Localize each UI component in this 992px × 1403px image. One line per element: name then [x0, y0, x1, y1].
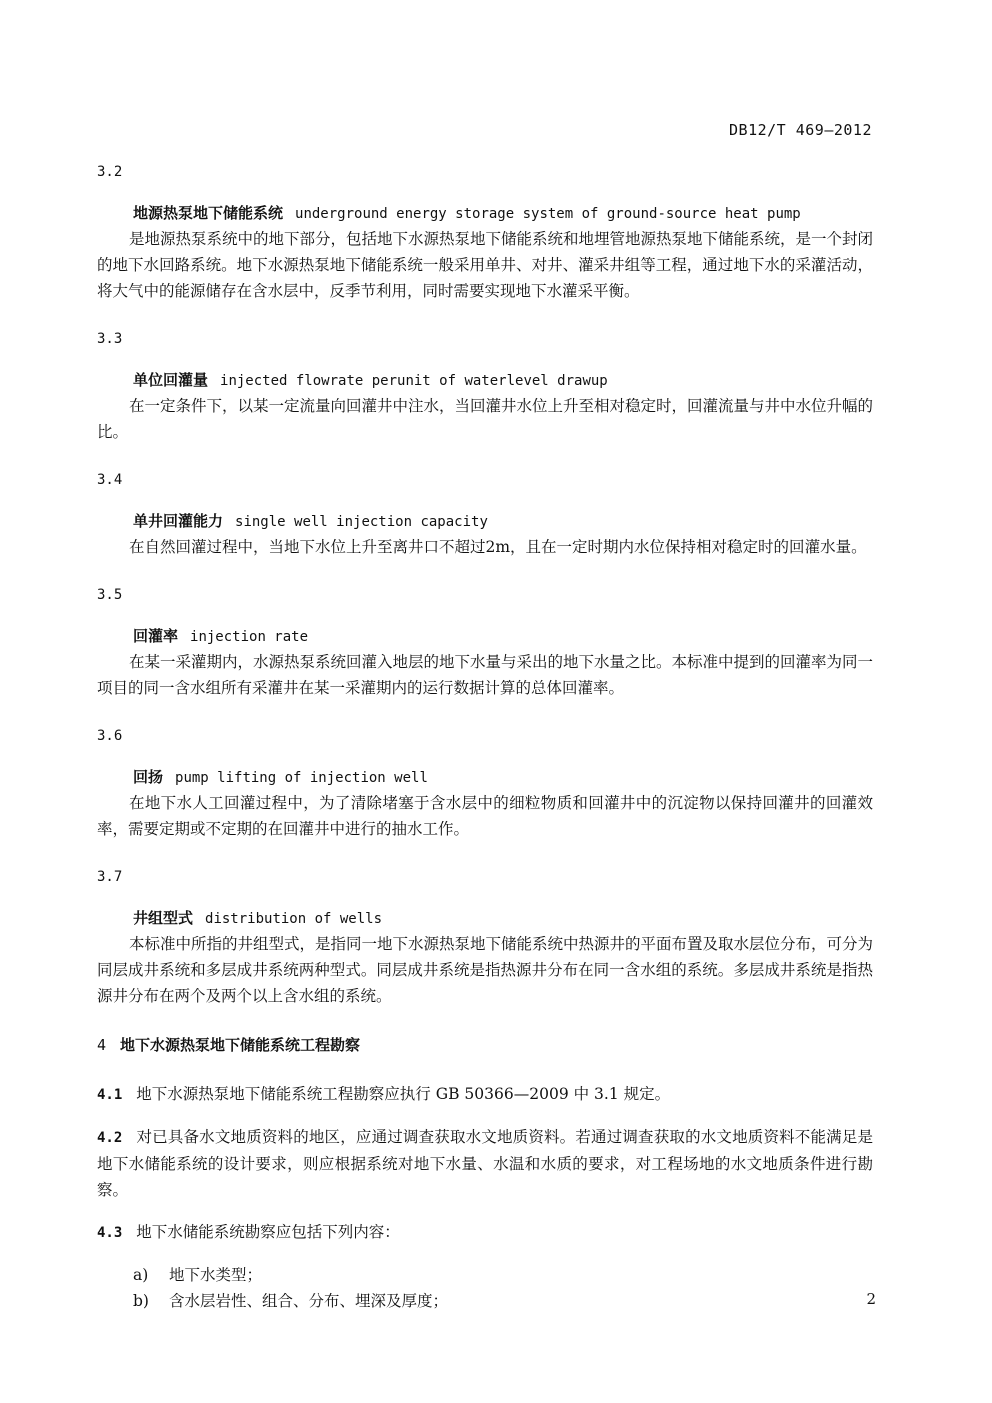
term-title — [97, 367, 873, 393]
term-zh: 井组型式 — [133, 909, 194, 927]
section-number: 3.2 — [97, 164, 123, 180]
chapter-heading — [97, 1032, 873, 1058]
page-content — [97, 160, 873, 1314]
document-code: DB12/T 469—2012 — [729, 121, 872, 139]
term-zh: 单井回灌能力 — [133, 512, 224, 530]
term-title — [97, 905, 873, 931]
section-number: 3.6 — [97, 728, 123, 744]
term-title — [97, 200, 873, 226]
term-zh: 回灌率 — [133, 627, 179, 645]
clause-4-3 — [97, 1219, 873, 1246]
definition-3-6 — [97, 724, 873, 842]
clause-number: 4.3 — [97, 1225, 123, 1241]
clause-text: 地下水源热泵地下储能系统工程勘察应执行 GB 50366—2009 中 3.1 规定。 — [136, 1085, 671, 1103]
clause-number: 4.1 — [97, 1087, 123, 1103]
term-definition: 在某一采灌期内，水源热泵系统回灌入地层的地下水量与采出的地下水量之比。本标准中提到的回灌率为同一项目的同一含水组所有采灌井在某一采灌期内的运行数据计算的总体回灌率。 — [97, 653, 874, 697]
term-definition: 本标准中所指的井组型式，是指同一地下水源热泵地下储能系统中热源井的平面布置及取水层位分布，可分为同层成井系统和多层成井系统两种型式。同层成井系统是指热源井分布在同一含水组的系统。多层成井系统是指热源井分布在两个及两个以上含水组的系统。 — [97, 935, 874, 1005]
term-zh: 回扬 — [133, 768, 164, 786]
clause-text: 地下水储能系统勘察应包括下列内容： — [136, 1223, 400, 1241]
list-item — [97, 1288, 873, 1314]
term-en: single well injection capacity — [235, 514, 488, 530]
chapter-number: 4 — [97, 1036, 107, 1054]
term-en: underground energy storage system of ground-source heat pump — [295, 206, 801, 222]
section-number: 3.3 — [97, 331, 123, 347]
term-definition: 在一定条件下，以某一定流量向回灌井中注水，当回灌井水位上升至相对稳定时，回灌流量与井中水位升幅的比。 — [97, 397, 874, 441]
term-title — [97, 508, 873, 534]
clause-text: 对已具备水文地质资料的地区，应通过调查获取水文地质资料。若通过调查获取的水文地质资料不能满足是地下水储能系统的设计要求，则应根据系统对地下水量、水温和水质的要求，对工程场地的水文地质条件进行勘察。 — [97, 1128, 873, 1199]
term-definition: 在自然回灌过程中，当地下水位上升至离井口不超过2m，且在一定时期内水位保持相对稳定时的回灌水量。 — [129, 538, 867, 556]
term-zh: 单位回灌量 — [133, 371, 209, 389]
term-en: injected flowrate perunit of waterlevel drawup — [220, 373, 608, 389]
list-item — [97, 1262, 873, 1288]
definition-3-3 — [97, 327, 873, 445]
clause-number: 4.2 — [97, 1130, 123, 1146]
definition-3-7 — [97, 865, 873, 1009]
clause-4-1 — [97, 1081, 873, 1108]
term-definition: 在地下水人工回灌过程中，为了清除堵塞于含水层中的细粒物质和回灌井中的沉淀物以保持回灌井的回灌效率，需要定期或不定期的在回灌井中进行的抽水工作。 — [97, 794, 873, 838]
section-number: 3.4 — [97, 472, 123, 488]
term-title — [97, 764, 873, 790]
page-number: 2 — [866, 1290, 876, 1308]
definition-3-2 — [97, 160, 873, 304]
section-number: 3.5 — [97, 587, 123, 603]
definition-3-5 — [97, 583, 873, 701]
list-text: 含水层岩性、组合、分布、埋深及厚度； — [169, 1292, 449, 1310]
list-text: 地下水类型； — [169, 1266, 263, 1284]
list-marker: b) — [133, 1292, 149, 1310]
list-marker: a) — [133, 1266, 149, 1284]
term-definition: 是地源热泵系统中的地下部分，包括地下水源热泵地下储能系统和地埋管地源热泵地下储能系统，是一个封闭的地下水回路系统。地下水源热泵地下储能系统一般采用单井、对井、灌采井组等工程，通过地下水的采灌活动，将大气中的能源储存在含水层中，反季节利用，同时需要实现地下水灌采平衡。 — [97, 230, 874, 300]
term-en: injection rate — [190, 629, 309, 645]
term-en: pump lifting of injection well — [175, 770, 428, 786]
chapter-title: 地下水源热泵地下储能系统工程勘察 — [120, 1036, 361, 1054]
section-number: 3.7 — [97, 869, 123, 885]
term-zh: 地源热泵地下储能系统 — [133, 204, 284, 222]
term-title — [97, 623, 873, 649]
definition-3-4 — [97, 468, 873, 560]
clause-4-2 — [97, 1124, 873, 1203]
term-en: distribution of wells — [205, 911, 383, 927]
